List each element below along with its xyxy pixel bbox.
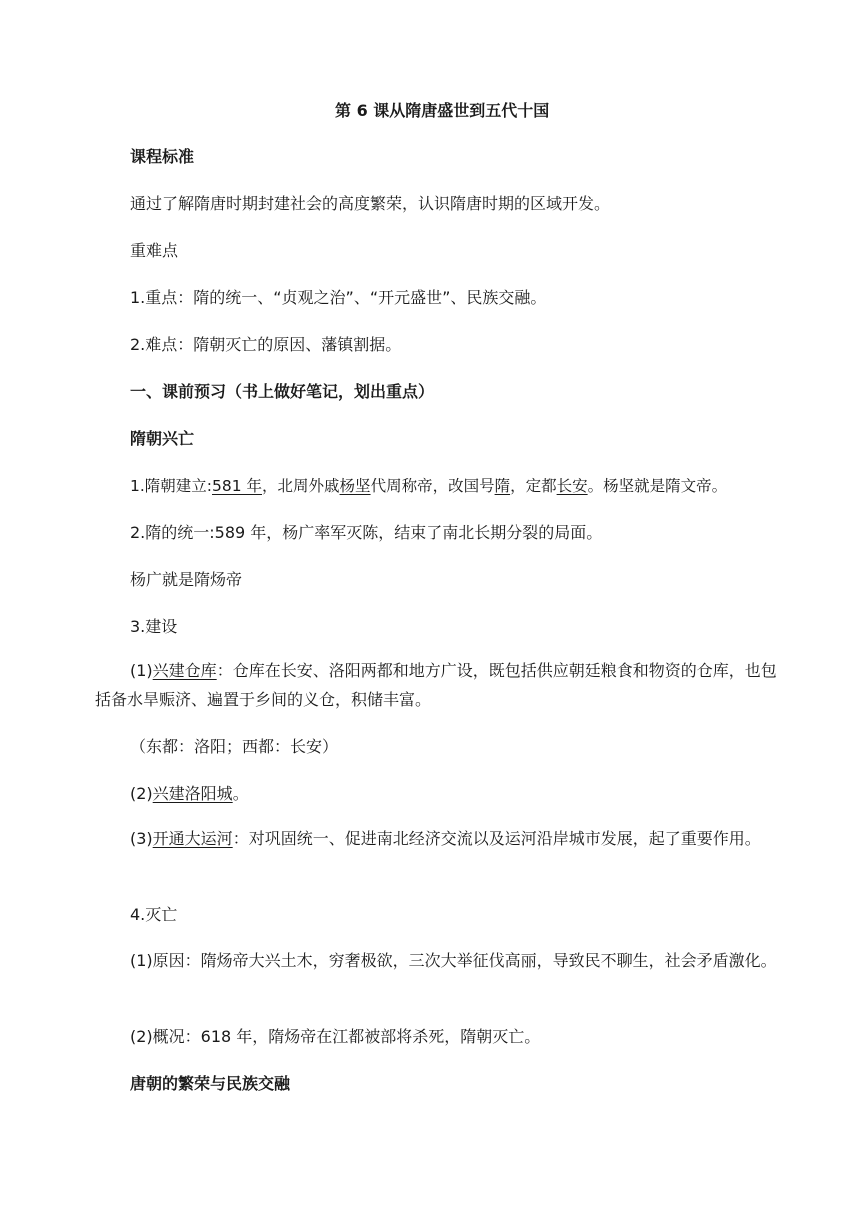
text-segment: ，北周外戚 xyxy=(262,477,340,495)
yang-guang-note: 杨广就是隋炀帝 xyxy=(130,570,243,589)
heading-course-standard: 课程标准 xyxy=(130,147,195,166)
course-standard-text: 通过了解隋唐时期封建社会的高度繁荣，认识隋唐时期的区域开发。 xyxy=(130,194,611,213)
heading-preview: 一、课前预习（书上做好笔记，划出重点） xyxy=(130,382,435,401)
grand-canal-paragraph xyxy=(95,824,780,853)
heading-sui-dynasty: 隋朝兴亡 xyxy=(130,429,195,448)
construction-heading: 3.建设 xyxy=(130,617,178,636)
luoyang-paragraph xyxy=(130,780,249,808)
text-segment: 。 xyxy=(232,784,249,803)
heading-key-points: 重难点 xyxy=(130,241,179,260)
fall-heading: 4.灭亡 xyxy=(130,905,178,924)
fall-overview-paragraph: (2)概况：618 年，隋炀帝在江都被部将杀死，隋朝灭亡。 xyxy=(130,1027,541,1046)
text-segment: (2) xyxy=(130,784,153,803)
sui-founding-paragraph xyxy=(130,472,727,500)
heading-tang-dynasty: 唐朝的繁荣与民族交融 xyxy=(130,1074,291,1093)
text-segment: ：对巩固统一、促进南北经济交流以及运河沿岸城市发展，起了重要作用。 xyxy=(232,829,761,848)
text-segment: (3) xyxy=(130,829,153,848)
text-segment: 1.隋朝建立: xyxy=(130,477,213,495)
document-title: 第 6 课从隋唐盛世到五代十国 xyxy=(335,101,550,120)
underlined-year: 581 年 xyxy=(212,477,263,495)
underlined-capital: 长安 xyxy=(556,477,588,495)
underlined-founder: 杨坚 xyxy=(339,477,371,495)
fall-cause-paragraph: (1)原因：隋炀帝大兴土木，穷奢极欲，三次大举征伐高丽，导致民不聊生，社会矛盾激化。 xyxy=(130,951,777,970)
sui-unification-paragraph: 2.隋的统一:589 年，杨广率军灭陈，结束了南北长期分裂的局面。 xyxy=(130,523,603,542)
granary-paragraph xyxy=(95,656,780,714)
key-point-2: 2.难点：隋朝灭亡的原因、藩镇割据。 xyxy=(130,335,402,354)
underlined-dynasty-name: 隋 xyxy=(494,477,511,495)
key-point-1: 1.重点：隋的统一、“贞观之治”、“开元盛世”、民族交融。 xyxy=(130,288,547,307)
text-segment: 代周称帝，改国号 xyxy=(370,477,495,495)
text-segment: (1) xyxy=(130,661,153,680)
text-segment: ，定都 xyxy=(510,477,557,495)
text-segment: ：仓库在长安、洛阳两都和地方广设，既包括供应朝廷粮食和物资的仓库，也包括备水旱赈济、遍置于乡间的义仓，积储丰富。 xyxy=(95,661,777,709)
underlined-luoyang: 兴建洛阳城 xyxy=(152,784,233,803)
underlined-granary: 兴建仓库 xyxy=(152,661,217,680)
text-segment: 。杨坚就是隋文帝。 xyxy=(587,477,728,495)
capitals-note: （东都：洛阳；西都：长安） xyxy=(130,737,339,756)
underlined-grand-canal: 开通大运河 xyxy=(152,829,233,848)
